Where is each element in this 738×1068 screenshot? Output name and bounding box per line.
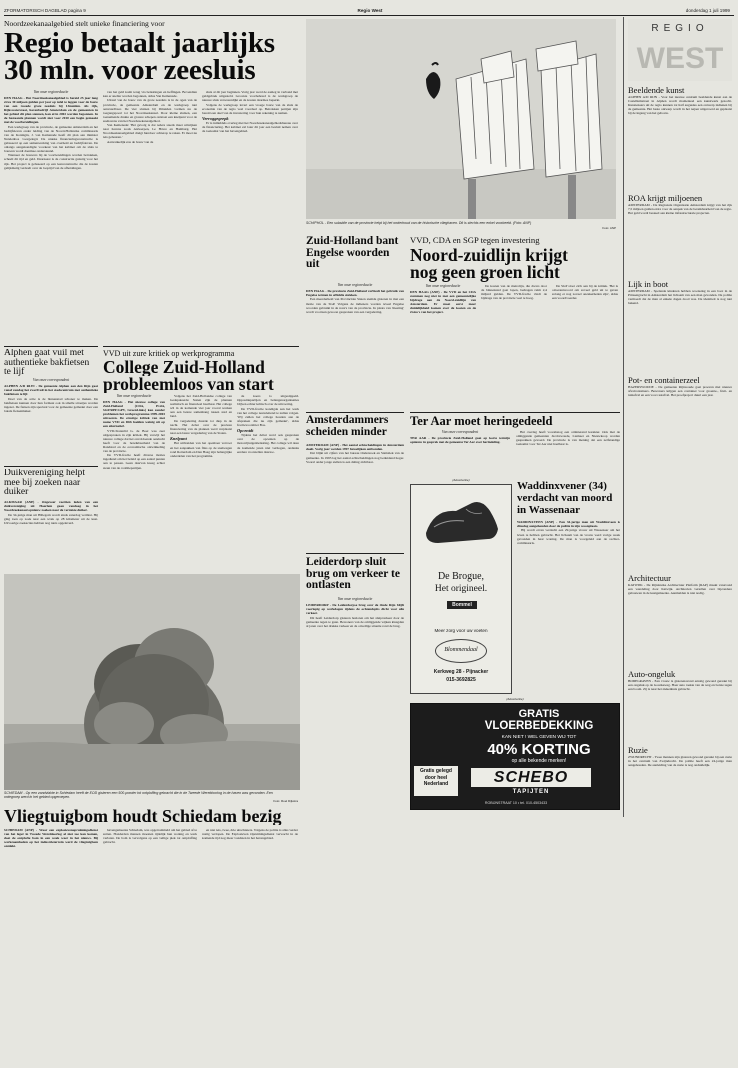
college-col2-subhead: Knelpunt [170, 435, 187, 441]
sidebar-section [628, 746, 732, 816]
college-headline-2: probleemloos van start [103, 376, 274, 393]
main-column-3 [202, 90, 298, 344]
vvd-headline-1: Noord-zuidlijn krijgt [410, 247, 568, 265]
college-col1-para: DEN HAAG - Het nieuwe college van Zuid-Holland (CDA, PvdA, SGP/RPF/GPV, GroenLinks) kan zonder problemen het werkprogramma 1999-2003 uitvoeren. De ernstige kritiek van met name VVD en D66 hadden weinig uit op een alternatief. [103, 400, 165, 429]
ad1-line2: Het origineel. [434, 584, 488, 594]
ad1-line1: De Brogue, [437, 571, 485, 582]
schebo-advertisement[interactable] [410, 703, 620, 810]
sidebar-section [628, 86, 732, 186]
sidebar-section-text: AMSTERDAM - De Regionale Organisatie Amsterdam krijgt van het rijk 7,5 miljoen gulden extra voor de aanpak van de bereikbaarheid van de regio. Het geld wordt besteed aan kleine infrastructurele projecten. [628, 203, 732, 216]
main-headline-2: 30 mln. voor zeesluis [4, 57, 256, 85]
header-right: donderdag 1 juli 1999 [685, 8, 730, 13]
alphen-text: Doel van de actie is de binnenstad schoner te maken. De bakfietsen kunnen door hun formaat ook in smalle straatjes worden ingezet. De fietsen zijn speciaal voor de gemeente gemaakt door een lokale fietsenmaker. [4, 396, 98, 413]
waddinxveen-body [517, 520, 620, 694]
vliegtuigbom-col3-text: en niet iets, twee, drie uitschieters. Volgens de politie is alles verder rustig verlopen. De Explosieven Opruimingsdienst verwacht in de komende tijd nog meer vondsten in het havengebied. [202, 828, 298, 841]
zuidholland-lead: DEN HAAG - De provincie Zuid-Holland verbiedt het gebruik van Engelse termen in officiële stukken. [306, 289, 404, 298]
leiderdorp-headline: Leiderdorp sluit brug om verkeer te ontlasten [306, 557, 400, 591]
ad1-phone: 015-3692825 [446, 677, 476, 683]
duik-text: De 34-jarige man uit Hillegom wordt sinds zaterdag vermist. Hij ging toen op zoek naar een wrak op 28 kilometer uit de kust. Uitvoerige zoekacties hebben nog niets opgeleverd. [4, 512, 98, 525]
main-headline-1: Regio betaalt jaarlijks [4, 30, 275, 58]
vliegtuigbom-col2-text: havengemeente Schiedam, was opgetrommeld om het gebied af te zetten. Honderden mensen moesten tijdelijk hun woning en werk verlaten. De bom is vervolgens op een veilige plek tot ontploffing gebracht. [103, 828, 197, 845]
sidebar-section-text: AMSTERDAM - Spelende kinderen hebben woensdag in een boot in de Prinsengracht in Amsterdam het lichaam van een man gevonden. De politie vermoedt dat de man al enkele dagen dood was. De identiteit is nog niet bekend. [628, 289, 732, 306]
main-col3-subhead: Verroggegrepk [202, 115, 229, 121]
teraar-column-2 [516, 430, 620, 476]
college-byline: Van onze regioredactie [116, 394, 152, 398]
sidebar-section-text: KATWIJK - De Rijnlandse Architectuur Platform (RAP) maakt vanavond een wandeling door Katwijk. Architecten vertellen over bijzondere gebouwen in de kustgemeente. Aanmelden is niet nodig. [628, 583, 732, 596]
vliegtuigbom-col1-text: SCHIEDAM (ANP) - Waar een explosievenopruimingsdienst van het leger in Tweede Wereldoorlog al niet toe kan komen, doet de ontplofte bom in een week weer in het nieuws. Bij werkzaamheden op het industrieterrein werd de vliegtuigbom ontdekt. [4, 828, 98, 849]
ad2-line5: op alle bekende merken! [511, 758, 567, 764]
ad1-label: (Advertentie) [452, 478, 470, 482]
amsterdammers-rule [306, 553, 404, 554]
college-col1-para: De VVD-fractie heeft diverse moties ingediend om het beleid op een aantal punten aan te passen. Geen daarvan kreeg echter steun van de coalitiepartijen. [103, 453, 165, 470]
teraar-byline: Van onze correspondent [441, 430, 479, 434]
teraar-headline: Ter Aar moet heringedeeld [410, 416, 553, 428]
header-center: Regio West [357, 8, 383, 13]
sidebar-section-text: HAZERSWOUDE - De gemeente Rijnwoude gaat proeven met nieuwe afvalcontainers. Bewoners krijgen een container voor groente-, fruit- en tuinafval en een voor restafval. Het proefproject duurt een jaar. [628, 385, 732, 398]
teraar-text: Het overleg heeft vooralsnog een oriënterend karakter. Ook met de omliggende gemeenten Jacobswoude, Liemeer en Nieuwkoop worden gesprekken gevoerd. De provincie is van mening dat een zelfstandige toekomst voor Ter Aar niet haalbaar is. [516, 430, 620, 447]
college-kicker: VVD uit zure kritiek op werkprogramma [103, 349, 235, 358]
main-col2-para: van het geld komt terug via belastingen en heffingen. Bovendien kan er sneller worden begonnen, aldus Van Kemenade. [103, 90, 197, 99]
vvd-byline: Van onze regioredactie [425, 284, 461, 288]
sidebar-section-title: Architectuur [628, 574, 671, 583]
sculpture-photo-caption: SCHIPHOL - Een subsidie van de provincie helpt bij het onderhoud van de historische vlieghaven. Dit is slechts een enkel voorbeeld. (Foto: ANP) [306, 221, 532, 225]
logo-top: REGIO [651, 23, 709, 34]
waddinxveen-text: Hij wordt ervan verdacht een 29-jarige vrouw uit Wassenaar om het leven te hebben gebracht. Het lichaam van de vrouw werd vorige week gevonden in haar woning. De man is voorgeleid aan de rechter-commissaris. [517, 528, 620, 545]
shoe-illustration [412, 489, 512, 559]
vvd-col1-text: DEN HAAG (ANP) - De VVD en het CDA stemmen nog niet in met een gemeentelijke bijdrage aan de Noord-zuidlijn van Amsterdam. Er moet eerst meer duidelijkheid komen over de kosten en de risico's van het project. [410, 290, 476, 315]
zuidholland-rule [306, 412, 404, 413]
college-column-1 [103, 400, 165, 570]
college-col3-para: de koers is uitgestippeld. Oppositiepartijen en belangenorganisaties blijven echter kritisch over de uitvoering. [237, 394, 299, 407]
college-col3-para: De VVD-fractie kondigde aan het werk van het college nauwlettend te zullen volgen. 'Wij zullen het college houden aan de afspraken die nu zijn gemaakt', aldus fractievoorzitter Bos. [237, 406, 299, 427]
zuidholland-text: Een meerderheid van Provinciale Staten stemde gisteren in met een motie van de SGP. Volgens de indieners worden teveel Engelse woorden gebruikt in de nota's van de provincie. In plaats van 'meeting' wordt voortaan gewoon gesproken van een vergadering. [306, 297, 404, 314]
college-rule [103, 346, 299, 347]
vvd-column-1 [410, 290, 476, 410]
vvd-column-3 [552, 284, 618, 410]
sidebar-section-title: ROA krijgt miljoenen [628, 194, 703, 203]
ad1-shop-name: Blommendaal [444, 647, 478, 653]
amsterdammers-text: Dat blijkt uit cijfers van het bureau Onderzoek en Statistiek van de gemeente. In 1993 lag het aantal echtscheidingen nog beduidend hoger. Vooral onder jonge stellen is een daling zichtbaar. [306, 451, 404, 464]
college-column-2 [170, 394, 232, 570]
main-col2-para: Aanvankelijk zou de bouw van de [107, 139, 154, 144]
vvd-rule [410, 412, 620, 413]
leiderdorp-lead: LEIDERDORP - De Leiderdorpse brug over de Oude Rijn blijft voorlopig op werkdagen tijdens de ochtendspits dicht voor alle verkeer. [306, 603, 404, 616]
vvd-col3-text: De SGP sloot zich aan bij de kritiek. 'Het is onverantwoord om zoveel geld uit te geven zolang er nog zoveel onzekerheden zijn', aldus een woordvoerder. [552, 284, 618, 301]
college-col1-para: VVD-Statenlid G. de Boer was zeer uitgesproken in zijn kritiek. Hij verwijt het nieuwe college dat het onvoldoende aandacht heeft voor de bereikbaarheid van de Randstad en de economische ontwikkeling van de provincie. [103, 428, 165, 453]
sculpture-photo-credit: Foto: ANP [602, 226, 616, 230]
college-column-3 [237, 394, 299, 570]
vvd-kicker: VVD, CDA en SGP tegen investering [410, 236, 540, 245]
header-rule [4, 15, 734, 16]
amsterdammers-headline: Amsterdammers scheiden minder [306, 415, 389, 438]
ad1-shop-slogan: Meer zorg voor uw voeten [434, 628, 488, 633]
college-col3-subhead: Opcentdt [237, 427, 254, 433]
sidebar-section-body [628, 289, 732, 305]
sidebar-section [628, 280, 732, 370]
ad2-brand-2: TAPIJTEN [512, 789, 550, 795]
vvd-headline-2: nog geen groen licht [410, 264, 560, 282]
sidebar-section-text: BODEGRAVEN - Een vrouw is gisterenavond ernstig gewond geraakt bij een ongeluk op de Goudseweg. Haar auto raakte van de weg en botste tegen een boom. Zij is naar het ziekenhuis gebracht. [628, 679, 732, 692]
sidebar-section [628, 376, 732, 566]
duik-headline: Duikvereniging helpt mee bij zoeken naar duiker [4, 469, 85, 497]
sidebar-section-title: Beeldende kunst [628, 86, 685, 95]
sidebar-section [628, 574, 732, 664]
vliegtuigbom-column-3 [202, 828, 298, 890]
ad2-side-text: Gratis gelegd door heel Nederland [414, 766, 458, 796]
duik-lead: ALKMAAR (ANP) - Ongeveer veertien leden van een duikvereniging uit Haarlem gaan vandaag in het Noordzeekanaal opnieuw zoeken naar de vermiste duiker. [4, 500, 98, 513]
vvd-column-2 [481, 284, 547, 410]
bommel-advertisement[interactable] [410, 484, 512, 694]
logo-bottom: WEST [636, 42, 724, 75]
alphen-body [4, 384, 98, 464]
waddinxveen-headline: Waddinxvener (34) verdacht van moord in Wassenaar [517, 480, 613, 516]
alphen-lead: ALPHEN A/D RIJN - De gemeente Alphen aan den Rijn gaat vanaf zondag het zwerfvuil in het stadscentrum met authentieke bakfietsen te lijf. [4, 384, 98, 397]
main-col2-para: Van Kemenade: 'Het gevolg is dat reders steeds meer uitwijken naar havens zoals Antwerpen, Le Havre en Hamburg. Het Noordzeekanaalgebied dreigt hierdoor achterop te raken. Er moet nu iets gebeuren.' [103, 123, 197, 140]
sculpture-photo-graphic [306, 19, 616, 219]
ad2-line4: 40% KORTING [487, 741, 591, 758]
main-col3-para: sluis al dit jaar beginnen. Vorig jaar werd de aanleg in verband met geldgebrek uitgesteld. Grootste voorbehoud is de werkgroep de nieuwe sluis verwezenlijkt en de kosten daarmee beperkt. [202, 90, 298, 103]
main-col1-para: Wanneer de bouwers bij de voorbereidingen worden betrokken, scheelt dit tijd en geld. Daarnaast is de constructie gunstig voor het rijk. Het project is gebaseerd op een leenconstructie die de kosten gelijkmatig verdeelt over de looptijd van de afbetalingen. [4, 153, 98, 170]
sidebar-section-body [628, 583, 732, 595]
teraar-lead: TER AAR - De provincie Zuid-Holland gaat op korte termijn opnieuw in gesprek met de gemeente Ter Aar over herindeling. [410, 436, 510, 445]
ad2-label: (Advertentie) [506, 697, 524, 701]
college-col2-para: Volgens het Zuid-Hollandse college van Gedeputeerde Staten zijn de plannen realistisch en financieel haalbaar. Het college wil in de komende vier jaar vooral werken aan een betere samenhang tussen stad en land. [170, 394, 232, 419]
college-col3-para: Tijdens het debat werd ook gesproken over de opcenten op de motorrijtuigenbelasting. Het college wil deze de komende jaren niet verhogen, ondanks eerdere voorstellen daartoe. [237, 433, 299, 454]
header-left: ZFORMATORISCH DAGBLAD pagina 9 [4, 8, 86, 13]
vliegtuigbom-column-1 [4, 828, 98, 890]
page-bottom-margin [0, 895, 738, 1068]
sidebar-section-title: Lijk in boot [628, 280, 669, 289]
zuidholland-byline: Van onze regioredactie [337, 283, 373, 287]
amsterdammers-body [306, 443, 404, 551]
leiderdorp-byline: Van onze regioredactie [337, 597, 373, 601]
explosion-photo [4, 574, 300, 790]
ad2-line1: GRATIS [518, 708, 560, 720]
main-byline: Van onze regioredactie [33, 90, 69, 94]
leiderdorp-text: Dit heeft Leiderdorp gisteren besloten om het sluipverkeer door de gemeente tegen te gaan. Bewoners van de omliggende wijken klaagden al jaren over het drukke verkeer en de onveilige situatie rond de brug. [306, 615, 404, 628]
college-headline-1: College Zuid-Holland [103, 359, 265, 376]
duik-body [4, 500, 98, 570]
explosion-caption: SCHIEDAM - Op een zandvlakte in Schiedam heeft de EOD gisteren een 500-ponder tot ontploffing gebracht die in de Tweede Wereldoorlog in de haven was gevonden. Een ordegroep werd in het gebied opgeroepen. [4, 791, 273, 800]
amsterdammers-lead: AMSTERDAM (ANP) - Het aantal echtscheidingen in Amsterdam daalt. Vorig jaar werden 1997 huwelijken ontbonden. [306, 443, 404, 452]
sidebar-section-body [628, 755, 732, 767]
college-col2-para: Het uitbreiden van het openbaar vervoer en het aanpakken van files op de snelwegen rond Rotterdam en Den Haag zijn belangrijke onderdelen van het programma. [170, 441, 232, 458]
sidebar-section [628, 194, 732, 274]
alphen-byline: Van onze correspondent [32, 378, 70, 382]
ad2-line2: VLOERBEDEKKING [484, 720, 594, 732]
alphen-rule [4, 346, 98, 347]
ad1-brand: Bommel [447, 601, 477, 609]
regio-west-logo [628, 19, 732, 81]
sidebar-section-text: ALPHEN A/D RIJN - Voor het nieuwe centrum beeldende kunst aan de Castellumstraat in Alphen wordt momenteel een kunstwerk gezocht. Kunstenaars uit de regio kunnen tot half augustus een ontwerp indienen bij de gemeente. Het beste ontwerp wordt in het najaar uitgevoerd en geplaatst bij de ingang van het gebouw. [628, 95, 732, 116]
ad1-address: Kerkweg 28 - Pijnacker [433, 669, 489, 675]
leiderdorp-body [306, 603, 404, 803]
zuidholland-headline: Zuid-Holland bant Engelse woorden uit [306, 236, 399, 270]
duik-rule [4, 466, 98, 467]
main-col3-para: Volgens de werkgroep levert een vroege bouw van de sluis de economie van de regio veel voordeel op. Betrokken partijen zijn bereid een deel van de investering voor hun rekening te nemen. [202, 102, 298, 115]
vliegtuigbom-headline: Vliegtuigbom houdt Schiedam bezig [4, 807, 282, 825]
main-column-2 [103, 90, 197, 344]
sidebar-section-body [628, 679, 732, 691]
sidebar-section [628, 670, 732, 740]
college-col2-para: De vergadering duurde tot diep in de nacht. Het debat over de precieze financiering van de plannen werd verplaatst naar een latere vergadering van de Staten. [170, 418, 232, 435]
ad2-line3: KAN NIET ! WEL GEVEN WIJ TOT [501, 735, 577, 740]
main-kicker: Noordzeekanaalgebied stelt unieke financiering voor [4, 19, 165, 28]
alphen-headline: Alphen gaat vuil met authentieke bakfietsen te lijf [4, 349, 90, 377]
ad2-brand: SCHEBO [471, 768, 591, 787]
waddinxveen-lead: WADDINXVEEN (ANP) - Een 34-jarige man uit Waddinxveen is dinsdag aangehouden door de politie in zijn woonplaats. [517, 520, 620, 529]
sidebar-section-body [628, 95, 732, 115]
sidebar-section-text: ZWIJNDRECHT - Twee mannen zijn gisteren gewond geraakt bij een ruzie in het centrum van Zwijndrecht. De politie heeft een 24-jarige man aangehouden. De aanleiding van de ruzie is nog onduidelijk. [628, 755, 732, 768]
vliegtuigbom-column-2 [103, 828, 197, 890]
sidebar-section-title: Pot- en containerzeel [628, 376, 700, 385]
sidebar-sections [628, 86, 732, 816]
sidebar-section-title: Ruzie [628, 746, 648, 755]
ad2-footer: ROBIJNSTRAAT 10 • tel. 010-4503433 [484, 801, 548, 805]
vvd-col2-text: De kosten van de metrolijn, die dwars door de binnenstad gaat lopen, bedragen ruim 2,4 miljard gulden. De VVD-fractie vindt de bijdrage van de provincie veel te hoog. [481, 284, 547, 301]
main-column-1 [4, 96, 98, 344]
teraar-column-1 [410, 436, 510, 476]
main-col1-para: Een werkgroep van de provincie, de gemeente Amsterdam en het bedrijfsleven onder leiding van de Noord-Hollandse commissaris van de Koningin, J. van Kemenade heeft dit plan aan minister Netelenbos voorgelegd. De unieke financieringsconstructie is gebaseerd op een samenwerking van overheid en bedrijfsleven. De onlangs aangekondigde voorkeur van het kabinet om de sluis te bouwen wordt daarmee ondersteund. [4, 124, 98, 153]
main-col1-para: DEN HAAG - Het Noordzeekanaalgebied is bereid 25 jaar lang circa 30 miljoen gulden per jaar op tafel te leggen voor de bouw van een tweede grote zeesluis bij IJmuiden. Als rijk, Rijkswaterstaat, havenbedrijf Amsterdam en de gemeenten in het gebied dit plan steunen, kan al in 2002 worden begonnen. In de bestaande plannen wordt niet voor 2010 een begin gemaakt met de voorbereidingen. [4, 96, 98, 125]
explosion-credit: Foto: Roel Dijkstra [273, 799, 298, 803]
sidebar-section-body [628, 385, 732, 397]
sidebar-section-title: Auto-ongeluk [628, 670, 676, 679]
main-col2-para: Uitstel van de bouw van de grote zeesluis is in de ogen van de provincie, de gemeente Amsterdam en de werkgroep niet aanvaardbaar. De vier sluizen bij IJmuiden vormen nu de toegangspoort tot het Noordzeekanaal. Door kleine sluizen, een toenemende drukte en grotere schepen ontstaat een knelpunt voor de zeehavens van het Noordzeekanaalgebied. [103, 98, 197, 123]
sidebar-divider [623, 17, 624, 817]
main-col3-para: Er is inmiddels overleg met het Noordzeekanaalgebiedsbureau over de financiering. Het kabinet zal later dit jaar een besluit nemen over de toekomst van het havengebied. [202, 121, 298, 134]
zuidholland-body [306, 289, 404, 411]
explosion-photo-graphic [4, 574, 300, 790]
sculpture-photo [306, 19, 616, 219]
sidebar-section-body [628, 203, 732, 215]
